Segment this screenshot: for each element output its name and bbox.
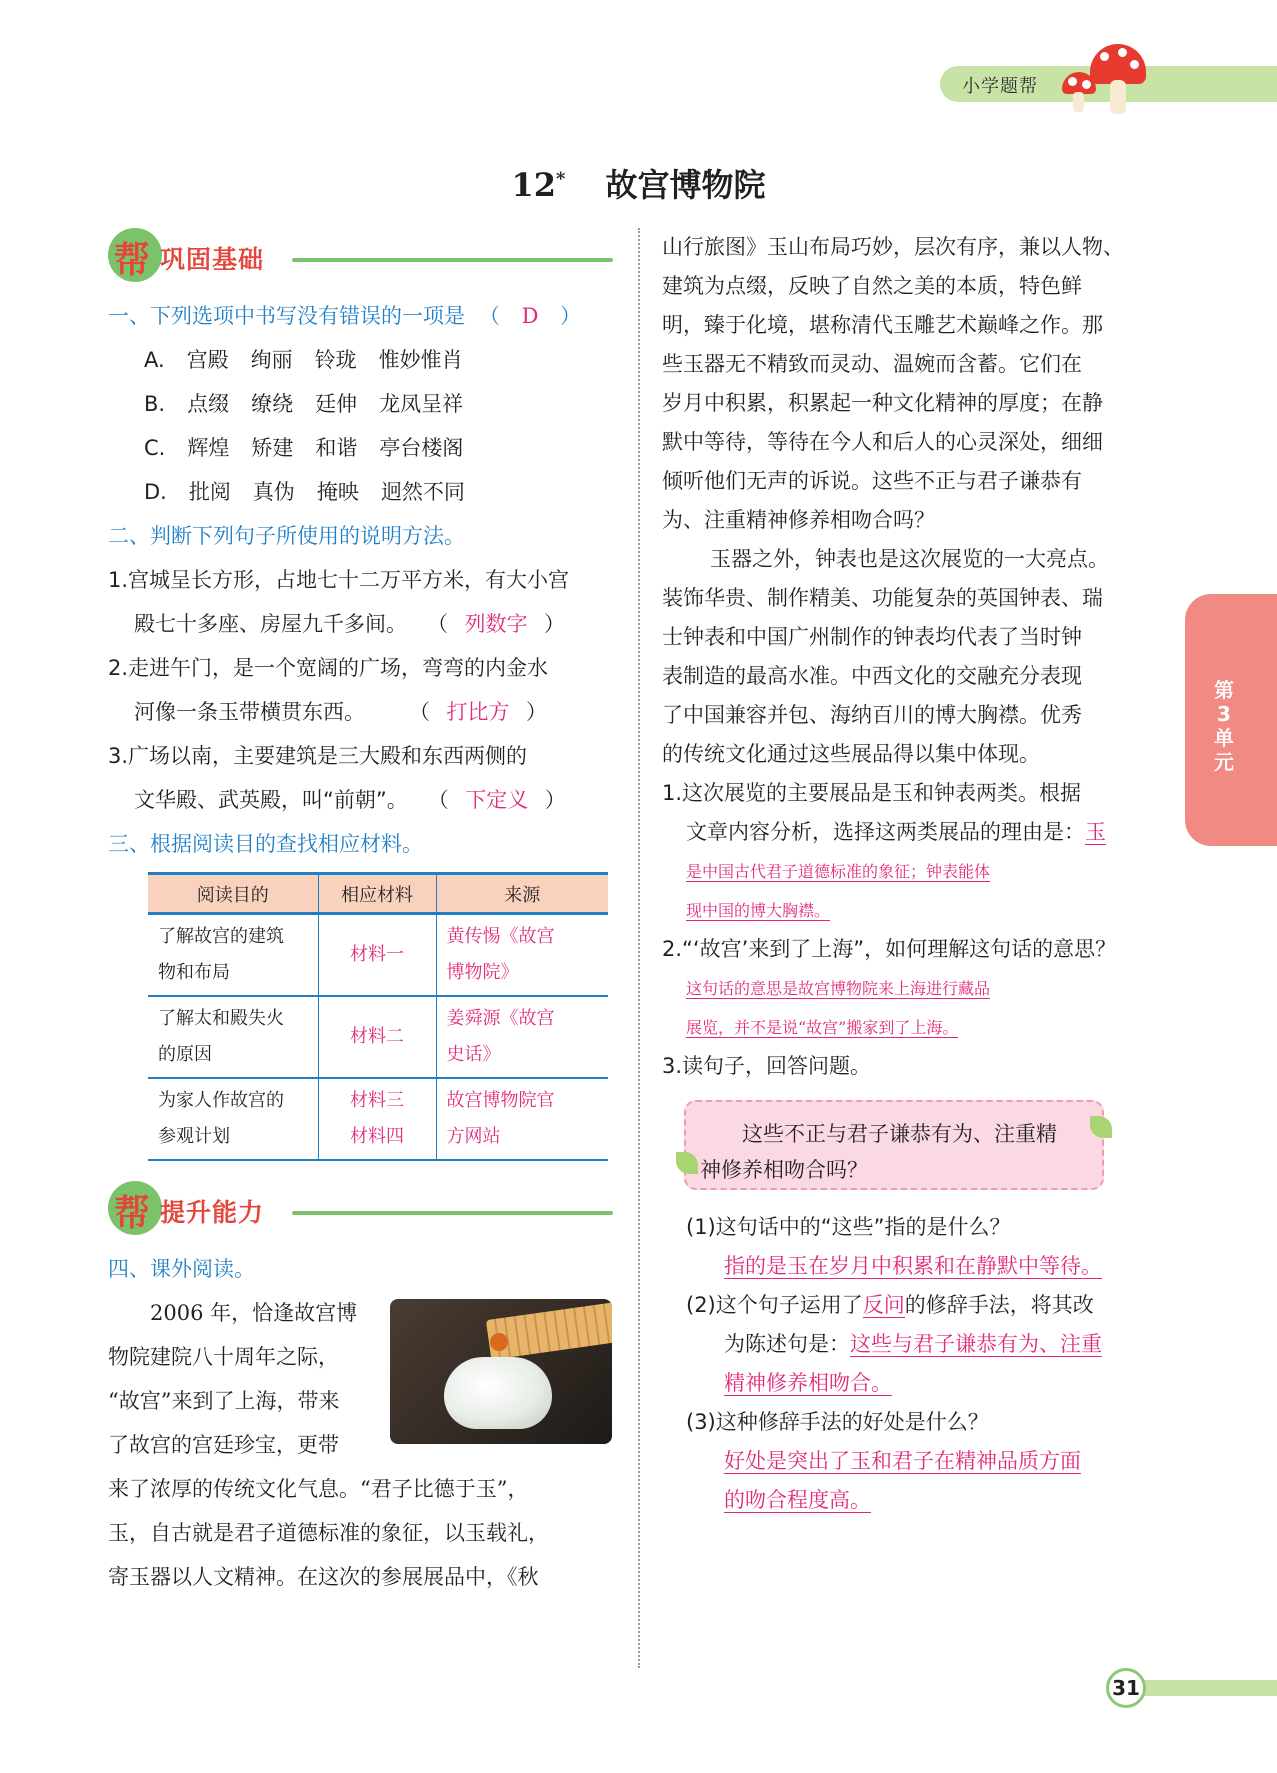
- page-bar: [1144, 1680, 1277, 1696]
- table-row: 为家人作故宫的 参观计划 材料三 材料四 故宫博物院官 方网站: [148, 1078, 608, 1160]
- sub-question-2: (2)这个句子运用了反问的修辞手法，将其改: [686, 1293, 1094, 1317]
- section-banner-advanced: 帮 提升能力: [108, 1181, 613, 1237]
- mushroom-icon: [1090, 44, 1146, 84]
- answer: 精神修养相吻合。: [724, 1371, 892, 1395]
- answer: 是中国古代君子道德标准的象征；钟表能体: [686, 862, 991, 881]
- answer: 玉: [1085, 820, 1106, 844]
- option-a: A. 宫殿 绚丽 铃珑 惟妙惟肖: [144, 348, 463, 372]
- question-3-title: 三、根据阅读目的查找相应材料。: [108, 832, 423, 856]
- page-number: 31: [1106, 1668, 1146, 1708]
- answer: 好处是突出了玉和君子在精神品质方面: [724, 1449, 1081, 1473]
- list-item: 3.广场以南，主要建筑是三大殿和东西两侧的: [108, 744, 528, 768]
- answer: 这些与君子谦恭有为、注重: [850, 1332, 1102, 1356]
- answer: 展览，并不是说“故宫”搬家到了上海。: [686, 1018, 959, 1037]
- answer: 的吻合程度高。: [724, 1488, 871, 1512]
- reading-passage: 2006 年，恰逢故宫博 物院建院八十周年之际， “故宫”来到了上海，带来 了故宫的宫廷珍宝，更带 来了浓厚的传统文化气息。“君子比德于玉”， 玉，自古就是君子道德标准的象征，以玉载礼， 寄玉器以人文精神。在这次的参展展品中，《秋: [108, 1291, 613, 1599]
- column-divider: [638, 228, 640, 1668]
- list-item: 河像一条玉带横贯东西。 （ 打比方 ）: [134, 700, 547, 724]
- badge-icon: 帮: [108, 228, 162, 282]
- sub-question-3: (3)这种修辞手法的好处是什么？: [686, 1410, 989, 1434]
- answer: D: [521, 304, 539, 328]
- brand-label: 小学题帮: [962, 76, 1038, 97]
- option-b: B. 点缀 缭绕 廷伸 龙凤呈祥: [144, 392, 464, 416]
- reading-question-3: 3.读句子，回答问题。: [662, 1054, 872, 1078]
- sub-question-1: (1)这句话中的“这些”指的是什么？: [686, 1215, 1011, 1239]
- list-item: 殿七十多座、房屋九千多间。 （ 列数字 ）: [134, 612, 565, 636]
- section-banner-basics: 帮 巩固基础: [108, 228, 613, 284]
- reading-question-2: 2.“‘故宫’来到了上海”，如何理解这句话的意思？: [662, 937, 1117, 961]
- question-2-title: 二、判断下列句子所使用的说明方法。: [108, 524, 465, 548]
- reading-question-1: 1.这次展览的主要展品是玉和钟表两类。根据: [662, 781, 1082, 805]
- leaf-icon: [1090, 1116, 1112, 1138]
- badge-icon: 帮: [108, 1181, 162, 1235]
- question-4-title: 四、课外阅读。: [108, 1257, 255, 1281]
- table-row: 了解故宫的建筑 物和布局 材料一 黄传惕《故宫 博物院》: [148, 914, 608, 997]
- table-row: 了解太和殿失火 的原因 材料二 姜舜源《故宫 史话》: [148, 996, 608, 1078]
- leaf-icon: [676, 1152, 698, 1174]
- option-d: D. 批阅 真伪 掩映 迥然不同: [144, 480, 465, 504]
- answer: 现中国的博大胸襟。: [686, 901, 831, 920]
- answer: 指的是玉在岁月中积累和在静默中等待。: [724, 1254, 1102, 1278]
- right-column: 山行旅图》玉山布局巧妙，层次有序，兼以人物、 建筑为点缀，反映了自然之美的本质，特色鲜 明，臻于化境，堪称清代玉雕艺术巅峰之作。那 些玉器无不精致而灵动、温婉而含蓄。它们在 岁月中积累，积累起一种文化精神的厚度；在静 默中等待，等待在今人和后人的心灵深处，细细 倾听他们无声的诉说。这些不正与君子谦恭有 为、注重精神修养相吻合吗？ 玉器之外，钟表也是这次展览的一大亮点。 装饰华贵、制作精美、功能复杂的英国钟表、瑞 士钟表和中国广州制作的钟表均代表了当时钟 表制造的最高水准。中西文化的交融充分表现 了中国兼容并包、海纳百川的博大胸襟。优秀 的传统文化通过这些展品得以集中体现。 1.这次展览的主要展品是玉和钟表两类。根据 文章内容分析，选择这两类展品的理由是：玉 是中国古代君子道德标准的象征；钟表能体 现中国的博大胸襟。 2.“‘故宫’来到了上海”，如何理解这句话的意思？ 这句话的意思是故宫博物院来上海进行藏品 展览，并不是说“故宫”搬家到了上海。 3.读句子，回答问题。 这些不正与君子谦恭有为、注重精 神修养相吻合吗？ (1)这句话中的“这些”指的是什么？ 指的是玉在岁月中积累和在静默中等待。 (2)这个句子运用了反问的修辞手法，将其改 为陈述句是：这些与君子谦恭有为、注重 精神修养相吻合。 (3)这种修辞手法的好处是什么？ 好处是突出了玉和君子在精神品质方面 的吻合程度高。: [662, 228, 1170, 1520]
- answer: 这句话的意思是故宫博物院来上海进行藏品: [686, 979, 991, 998]
- page-title: 12* 故宫博物院: [511, 166, 766, 204]
- answer: 反问: [862, 1293, 905, 1317]
- materials-table: 阅读目的 相应材料 来源 了解故宫的建筑 物和布局 材料一 黄传惕《故宫 博物院》 了解太和殿失火 的原因 材料二 姜舜源《故宫 史话》 为家人作故宫的 参观计划 材料三 材料四 故宫博物院官 方网站: [148, 872, 608, 1161]
- list-item: 1.宫城呈长方形，占地七十二万平方米，有大小宫: [108, 568, 570, 592]
- list-item: 文华殿、武英殿，叫“前朝”。 （ 下定义 ）: [134, 788, 566, 812]
- jade-pendant-image: [390, 1299, 612, 1444]
- list-item: 2.走进午门，是一个宽阔的广场，弯弯的内金水: [108, 656, 549, 680]
- quote-box: 这些不正与君子谦恭有为、注重精 神修养相吻合吗？: [684, 1100, 1104, 1190]
- left-column: [108, 228, 613, 1599]
- question-1-title: 一、下列选项中书写没有错误的一项是 （ D ）: [108, 294, 613, 338]
- option-c: C. 辉煌 矫建 和谐 亭台楼阁: [144, 436, 464, 460]
- unit-side-tab: 第3单元: [1185, 594, 1277, 846]
